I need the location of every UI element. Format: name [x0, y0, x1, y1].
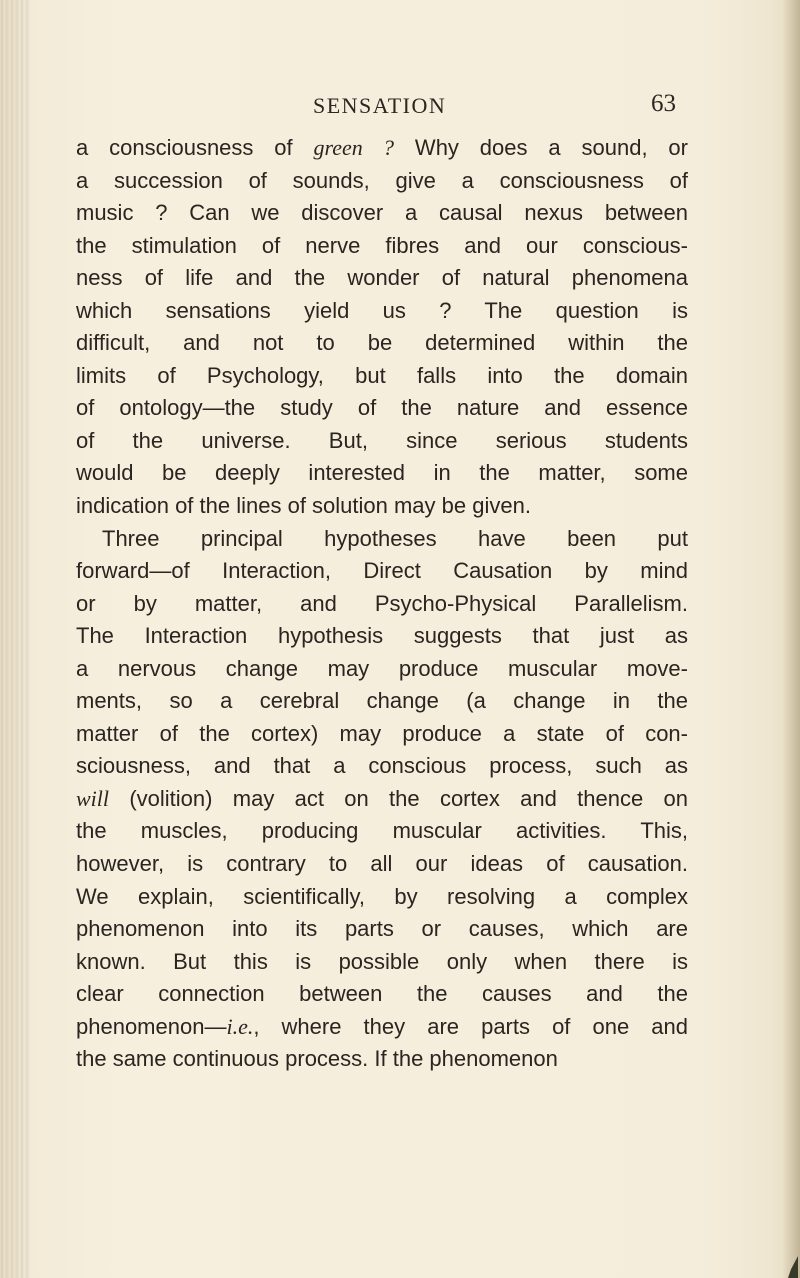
- text-line: limits of Psychology, but falls into the domain: [76, 362, 688, 388]
- text-line: indication of the lines of solution may be given.: [76, 493, 531, 519]
- text-line: music ? Can we discover a causal nexus between: [76, 200, 688, 226]
- text-line: will (volition) may act on the cortex and thence on: [76, 785, 688, 811]
- text-line: matter of the cortex) may produce a state of con-: [76, 720, 688, 746]
- text-line: known. But this is possible only when there is: [76, 948, 688, 974]
- text-line: difficult, and not to be determined within the: [76, 330, 688, 356]
- text-line: Three principal hypotheses have been put: [102, 525, 688, 551]
- page-binding-edge: [0, 0, 30, 1278]
- text-line: phenomenon into its parts or causes, which are: [76, 916, 688, 942]
- text-line: which sensations yield us ? The question is: [76, 297, 688, 323]
- text-line: the muscles, producing muscular activities. This,: [76, 818, 688, 844]
- text-line: or by matter, and Psycho-Physical Parallelism.: [76, 590, 688, 616]
- running-head: SENSATION: [313, 93, 447, 118]
- text-line: the stimulation of nerve fibres and our conscious-: [76, 232, 688, 258]
- text-line: clear connection between the causes and the: [76, 981, 688, 1007]
- text-line: a nervous change may produce muscular move-: [76, 655, 688, 681]
- text-line: a consciousness of green ? Why does a sound, or: [76, 135, 688, 160]
- text-line: ments, so a cerebral change (a change in the: [76, 688, 688, 714]
- text-line: sciousness, and that a conscious process, such as: [76, 753, 688, 779]
- page-number: 63: [651, 90, 676, 117]
- text-line: would be deeply interested in the matter, some: [76, 460, 688, 486]
- text-line: ness of life and the wonder of natural phenomena: [76, 265, 688, 291]
- text-line: forward—of Interaction, Direct Causation by mind: [76, 558, 688, 584]
- text-line: of ontology—the study of the nature and essence: [76, 395, 688, 421]
- text-line: The Interaction hypothesis suggests that just as: [76, 623, 688, 649]
- body-text: [76, 132, 688, 1076]
- text-line: a succession of sounds, give a consciousness of: [76, 167, 688, 193]
- text-line: phenomenon—i.e., where they are parts of one and: [76, 1013, 688, 1039]
- text-line: of the universe. But, since serious students: [76, 427, 688, 453]
- text-line: We explain, scientifically, by resolving a complex: [76, 883, 688, 909]
- text-line: however, is contrary to all our ideas of causation.: [76, 851, 688, 877]
- text-line: the same continuous process. If the phenomenon: [76, 1046, 558, 1072]
- page-fore-edge: [782, 0, 800, 1278]
